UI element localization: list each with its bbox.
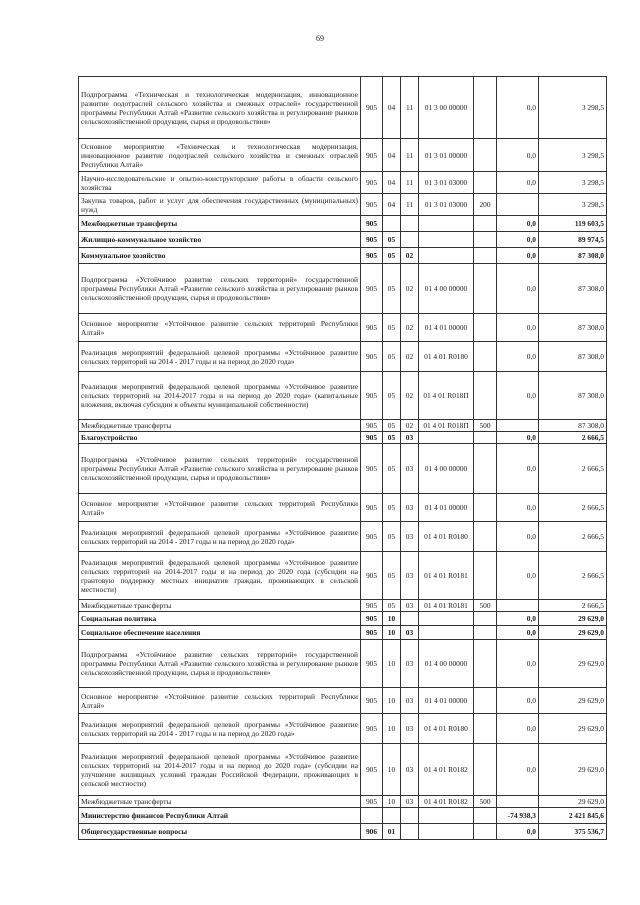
expense-type-code-cell xyxy=(474,444,497,494)
ministry-code-cell: 905 xyxy=(361,420,383,432)
expense-type-code-cell xyxy=(474,77,497,139)
subsection-code-cell xyxy=(401,808,419,824)
ministry-code-cell: 905 xyxy=(361,744,383,796)
ministry-code-cell: 905 xyxy=(361,248,383,264)
change-amount-cell xyxy=(497,194,539,216)
subsection-code-cell: 03 xyxy=(401,640,419,688)
target-article-code-cell xyxy=(419,248,474,264)
ministry-code-cell: 905 xyxy=(361,626,383,640)
expense-type-code-cell xyxy=(474,314,497,342)
change-amount-cell: 0,0 xyxy=(497,626,539,640)
subsection-code-cell: 03 xyxy=(401,626,419,640)
ministry-code-cell: 905 xyxy=(361,264,383,314)
subsection-code-cell: 02 xyxy=(401,372,419,420)
target-article-code-cell: 01 4 01 R0180 xyxy=(419,342,474,372)
change-amount-cell: 0,0 xyxy=(497,824,539,840)
subsection-code-cell: 03 xyxy=(401,522,419,552)
target-article-code-cell: 01 4 01 R018П xyxy=(419,420,474,432)
ministry-code-cell xyxy=(361,808,383,824)
table-row xyxy=(79,688,607,714)
row-name-cell: Основное мероприятие «Устойчивое развитие сельских территорий Республики Алтай» xyxy=(79,688,361,714)
row-name-cell: Благоустройство xyxy=(79,432,361,444)
target-article-code-cell: 01 4 00 00000 xyxy=(419,264,474,314)
section-code-cell: 05 xyxy=(383,372,401,420)
section-code-cell: 04 xyxy=(383,77,401,139)
section-code-cell: 10 xyxy=(383,796,401,808)
total-amount-cell: 2 666,5 xyxy=(539,494,607,522)
ministry-code-cell: 905 xyxy=(361,444,383,494)
target-article-code-cell: 01 3 01 00000 xyxy=(419,139,474,172)
section-code-cell: 05 xyxy=(383,444,401,494)
section-code-cell: 04 xyxy=(383,172,401,194)
expense-type-code-cell xyxy=(474,342,497,372)
table-row xyxy=(79,172,607,194)
ministry-code-cell: 905 xyxy=(361,522,383,552)
change-amount-cell: 0,0 xyxy=(497,744,539,796)
subsection-code-cell xyxy=(401,232,419,248)
change-amount-cell: 0,0 xyxy=(497,522,539,552)
ministry-code-cell: 905 xyxy=(361,372,383,420)
ministry-code-cell: 905 xyxy=(361,552,383,600)
table-row xyxy=(79,314,607,342)
total-amount-cell: 2 666,5 xyxy=(539,600,607,612)
total-amount-cell: 29 629,0 xyxy=(539,744,607,796)
total-amount-cell: 3 298,5 xyxy=(539,139,607,172)
section-code-cell: 10 xyxy=(383,714,401,744)
expense-type-code-cell xyxy=(474,824,497,840)
table-row xyxy=(79,796,607,808)
total-amount-cell: 3 298,5 xyxy=(539,194,607,216)
subsection-code-cell xyxy=(401,612,419,626)
row-name-cell: Министерство финансов Республики Алтай xyxy=(79,808,361,824)
target-article-code-cell: 01 4 01 00000 xyxy=(419,494,474,522)
subsection-code-cell: 03 xyxy=(401,552,419,600)
table-row xyxy=(79,808,607,824)
row-name-cell: Реализация мероприятий федеральной целевой программы «Устойчивое развитие сельских территорий на 2014-2017 годы и на период до 2020 года (субсидии на грантовую поддержку местных инициатив граждан, проживающих в сельской местности) xyxy=(79,552,361,600)
ministry-code-cell: 905 xyxy=(361,688,383,714)
total-amount-cell: 89 974,5 xyxy=(539,232,607,248)
total-amount-cell: 119 603,5 xyxy=(539,216,607,232)
page-number: 69 xyxy=(316,34,324,43)
subsection-code-cell: 03 xyxy=(401,744,419,796)
expense-type-code-cell xyxy=(474,688,497,714)
total-amount-cell: 3 298,5 xyxy=(539,77,607,139)
expense-type-code-cell xyxy=(474,216,497,232)
table-row xyxy=(79,714,607,744)
section-code-cell: 10 xyxy=(383,626,401,640)
total-amount-cell: 87 308,0 xyxy=(539,264,607,314)
total-amount-cell: 87 308,0 xyxy=(539,248,607,264)
section-code-cell xyxy=(383,808,401,824)
total-amount-cell: 29 629,0 xyxy=(539,796,607,808)
section-code-cell: 05 xyxy=(383,432,401,444)
target-article-code-cell xyxy=(419,432,474,444)
expense-type-code-cell xyxy=(474,172,497,194)
ministry-code-cell: 905 xyxy=(361,600,383,612)
ministry-code-cell: 905 xyxy=(361,314,383,342)
subsection-code-cell: 11 xyxy=(401,172,419,194)
expense-type-code-cell xyxy=(474,494,497,522)
target-article-code-cell: 01 3 01 03000 xyxy=(419,172,474,194)
row-name-cell: Основное мероприятие «Техническая и технологическая модернизация, инновационное развитие подотраслей сельского хозяйства и смежных отраслей Республики Алтай» xyxy=(79,139,361,172)
table-row xyxy=(79,420,607,432)
subsection-code-cell: 03 xyxy=(401,688,419,714)
total-amount-cell: 29 629,0 xyxy=(539,626,607,640)
table-row xyxy=(79,612,607,626)
section-code-cell: 05 xyxy=(383,600,401,612)
row-name-cell: Реализация мероприятий федеральной целевой программы «Устойчивое развитие сельских территорий на 2014 - 2017 годы и на период до 2020 года» xyxy=(79,522,361,552)
expense-type-code-cell xyxy=(474,612,497,626)
total-amount-cell: 375 536,7 xyxy=(539,824,607,840)
expense-type-code-cell xyxy=(474,248,497,264)
table-row xyxy=(79,744,607,796)
row-name-cell: Реализация мероприятий федеральной целевой программы «Устойчивое развитие сельских территорий на 2014-2017 годы и на период до 2020 года» (капитальные вложения, включая субсидии в объекты муниципальной собственности) xyxy=(79,372,361,420)
row-name-cell: Реализация мероприятий федеральной целевой программы «Устойчивое развитие сельских территорий на 2014-2017 годы и на период до 2020 года» (субсидии на улучшение жилищных условий граждан Российской Федерации, проживающих в сельской местности) xyxy=(79,744,361,796)
ministry-code-cell: 905 xyxy=(361,612,383,626)
table-body xyxy=(79,77,607,840)
total-amount-cell: 87 308,0 xyxy=(539,342,607,372)
expense-type-code-cell xyxy=(474,139,497,172)
subsection-code-cell: 11 xyxy=(401,139,419,172)
table-row xyxy=(79,552,607,600)
ministry-code-cell: 905 xyxy=(361,139,383,172)
section-code-cell: 05 xyxy=(383,552,401,600)
change-amount-cell: 0,0 xyxy=(497,432,539,444)
ministry-code-cell: 905 xyxy=(361,714,383,744)
row-name-cell: Межбюджетные трансферты xyxy=(79,600,361,612)
target-article-code-cell xyxy=(419,824,474,840)
expense-type-code-cell xyxy=(474,808,497,824)
change-amount-cell xyxy=(497,796,539,808)
ministry-code-cell: 905 xyxy=(361,342,383,372)
table-row xyxy=(79,640,607,688)
ministry-code-cell: 905 xyxy=(361,640,383,688)
row-name-cell: Реализация мероприятий федеральной целевой программы «Устойчивое развитие сельских территорий на 2014 - 2017 годы и на период до 2020 года» xyxy=(79,714,361,744)
expense-type-code-cell xyxy=(474,432,497,444)
table-row xyxy=(79,342,607,372)
table-row xyxy=(79,522,607,552)
total-amount-cell: 3 298,5 xyxy=(539,172,607,194)
table-row xyxy=(79,232,607,248)
table-row xyxy=(79,264,607,314)
change-amount-cell: -74 938,3 xyxy=(497,808,539,824)
subsection-code-cell: 03 xyxy=(401,796,419,808)
table-row xyxy=(79,194,607,216)
target-article-code-cell: 01 4 01 00000 xyxy=(419,314,474,342)
change-amount-cell xyxy=(497,600,539,612)
table-row xyxy=(79,432,607,444)
change-amount-cell: 0,0 xyxy=(497,372,539,420)
total-amount-cell: 2 666,5 xyxy=(539,444,607,494)
row-name-cell: Социальное обеспечение населения xyxy=(79,626,361,640)
subsection-code-cell: 11 xyxy=(401,194,419,216)
row-name-cell: Коммунальное хозяйство xyxy=(79,248,361,264)
table-row xyxy=(79,77,607,139)
expense-type-code-cell: 200 xyxy=(474,194,497,216)
subsection-code-cell: 02 xyxy=(401,314,419,342)
expense-type-code-cell xyxy=(474,522,497,552)
section-code-cell: 05 xyxy=(383,264,401,314)
target-article-code-cell: 01 4 01 R0181 xyxy=(419,552,474,600)
expense-type-code-cell xyxy=(474,552,497,600)
table-row xyxy=(79,600,607,612)
expense-type-code-cell: 500 xyxy=(474,600,497,612)
table-row xyxy=(79,248,607,264)
change-amount-cell: 0,0 xyxy=(497,314,539,342)
total-amount-cell: 2 666,5 xyxy=(539,552,607,600)
target-article-code-cell: 01 4 01 R0182 xyxy=(419,744,474,796)
subsection-code-cell: 02 xyxy=(401,264,419,314)
total-amount-cell: 2 666,5 xyxy=(539,432,607,444)
section-code-cell: 05 xyxy=(383,248,401,264)
change-amount-cell: 0,0 xyxy=(497,342,539,372)
change-amount-cell: 0,0 xyxy=(497,139,539,172)
change-amount-cell: 0,0 xyxy=(497,248,539,264)
target-article-code-cell: 01 4 00 00000 xyxy=(419,444,474,494)
subsection-code-cell: 02 xyxy=(401,342,419,372)
ministry-code-cell: 905 xyxy=(361,194,383,216)
target-article-code-cell: 01 4 01 R0180 xyxy=(419,522,474,552)
total-amount-cell: 87 308,0 xyxy=(539,372,607,420)
target-article-code-cell: 01 4 01 R0180 xyxy=(419,714,474,744)
total-amount-cell: 2 421 845,6 xyxy=(539,808,607,824)
target-article-code-cell: 01 4 01 R0182 xyxy=(419,796,474,808)
change-amount-cell: 0,0 xyxy=(497,232,539,248)
total-amount-cell: 87 308,0 xyxy=(539,314,607,342)
target-article-code-cell: 01 4 01 R0181 xyxy=(419,600,474,612)
table-row xyxy=(79,216,607,232)
table-row xyxy=(79,824,607,840)
row-name-cell: Подпрограмма «Устойчивое развитие сельских территорий» государственной программы Республики Алтай «Развитие сельского хозяйства и регулирование рынков сельскохозяйственной продукции, сырья и продовольствия» xyxy=(79,444,361,494)
expense-type-code-cell xyxy=(474,232,497,248)
ministry-code-cell: 906 xyxy=(361,824,383,840)
target-article-code-cell xyxy=(419,808,474,824)
row-name-cell: Основное мероприятие «Устойчивое развитие сельских территорий Республики Алтай» xyxy=(79,494,361,522)
expense-type-code-cell: 500 xyxy=(474,420,497,432)
ministry-code-cell: 905 xyxy=(361,172,383,194)
total-amount-cell: 87 308,0 xyxy=(539,420,607,432)
target-article-code-cell xyxy=(419,232,474,248)
section-code-cell: 10 xyxy=(383,744,401,796)
section-code-cell: 10 xyxy=(383,640,401,688)
subsection-code-cell: 03 xyxy=(401,600,419,612)
expense-type-code-cell xyxy=(474,640,497,688)
total-amount-cell: 29 629,0 xyxy=(539,640,607,688)
total-amount-cell: 29 629,0 xyxy=(539,612,607,626)
subsection-code-cell xyxy=(401,216,419,232)
expense-type-code-cell xyxy=(474,714,497,744)
section-code-cell: 05 xyxy=(383,494,401,522)
change-amount-cell: 0,0 xyxy=(497,640,539,688)
subsection-code-cell: 03 xyxy=(401,714,419,744)
change-amount-cell: 0,0 xyxy=(497,714,539,744)
section-code-cell: 05 xyxy=(383,522,401,552)
change-amount-cell: 0,0 xyxy=(497,612,539,626)
expense-type-code-cell xyxy=(474,626,497,640)
row-name-cell: Подпрограмма «Техническая и технологическая модернизация, инновационное развитие подотраслей сельского хозяйства и смежных отраслей» государственной программы Республики Алтай «Развитие сельского хозяйства и регулирование рынков сельскохозяйственной продукции, сырья и продовольствия» xyxy=(79,77,361,139)
expense-type-code-cell xyxy=(474,264,497,314)
change-amount-cell: 0,0 xyxy=(497,216,539,232)
expense-type-code-cell: 500 xyxy=(474,796,497,808)
table-row xyxy=(79,139,607,172)
subsection-code-cell: 02 xyxy=(401,248,419,264)
row-name-cell: Подпрограмма «Устойчивое развитие сельских территорий» государственной программы Республики Алтай «Развитие сельского хозяйства и регулирование рынков сельскохозяйственной продукции, сырья и продовольствия» xyxy=(79,640,361,688)
section-code-cell: 05 xyxy=(383,314,401,342)
ministry-code-cell: 905 xyxy=(361,494,383,522)
total-amount-cell: 29 629,0 xyxy=(539,714,607,744)
change-amount-cell: 0,0 xyxy=(497,77,539,139)
subsection-code-cell: 02 xyxy=(401,420,419,432)
total-amount-cell: 2 666,5 xyxy=(539,522,607,552)
target-article-code-cell: 01 4 01 R018П xyxy=(419,372,474,420)
row-name-cell: Научно-исследовательские и опытно-конструкторские работы в области сельского хозяйства xyxy=(79,172,361,194)
change-amount-cell: 0,0 xyxy=(497,494,539,522)
target-article-code-cell: 01 4 00 00000 xyxy=(419,640,474,688)
section-code-cell: 04 xyxy=(383,139,401,172)
row-name-cell: Основное мероприятие «Устойчивое развитие сельских территорий Республики Алтай» xyxy=(79,314,361,342)
row-name-cell: Закупка товаров, работ и услуг для обеспечения государственных (муниципальных) нужд xyxy=(79,194,361,216)
budget-table xyxy=(78,76,607,840)
row-name-cell: Подпрограмма «Устойчивое развитие сельских территорий» государственной программы Республики Алтай «Развитие сельского хозяйства и регулирование рынков сельскохозяйственной продукции, сырья и продовольствия» xyxy=(79,264,361,314)
row-name-cell: Общегосударственные вопросы xyxy=(79,824,361,840)
subsection-code-cell: 03 xyxy=(401,444,419,494)
change-amount-cell: 0,0 xyxy=(497,552,539,600)
ministry-code-cell: 905 xyxy=(361,77,383,139)
ministry-code-cell: 905 xyxy=(361,432,383,444)
target-article-code-cell: 01 3 01 03000 xyxy=(419,194,474,216)
table-row xyxy=(79,444,607,494)
section-code-cell xyxy=(383,216,401,232)
expense-type-code-cell xyxy=(474,372,497,420)
target-article-code-cell: 01 4 01 00000 xyxy=(419,688,474,714)
target-article-code-cell xyxy=(419,626,474,640)
ministry-code-cell: 905 xyxy=(361,232,383,248)
ministry-code-cell: 905 xyxy=(361,796,383,808)
change-amount-cell: 0,0 xyxy=(497,444,539,494)
row-name-cell: Реализация мероприятий федеральной целевой программы «Устойчивое развитие сельских территорий на 2014 - 2017 годы и на период до 2020 года» xyxy=(79,342,361,372)
section-code-cell: 10 xyxy=(383,612,401,626)
row-name-cell: Жилищно-коммунальное хозяйство xyxy=(79,232,361,248)
expense-type-code-cell xyxy=(474,744,497,796)
table-row xyxy=(79,626,607,640)
section-code-cell: 05 xyxy=(383,342,401,372)
row-name-cell: Межбюджетные трансферты xyxy=(79,420,361,432)
section-code-cell: 05 xyxy=(383,232,401,248)
row-name-cell: Межбюджетные трансферты xyxy=(79,216,361,232)
section-code-cell: 05 xyxy=(383,420,401,432)
ministry-code-cell: 905 xyxy=(361,216,383,232)
row-name-cell: Межбюджетные трансферты xyxy=(79,796,361,808)
change-amount-cell: 0,0 xyxy=(497,264,539,314)
target-article-code-cell xyxy=(419,612,474,626)
row-name-cell: Социальная политика xyxy=(79,612,361,626)
total-amount-cell: 29 629,0 xyxy=(539,688,607,714)
change-amount-cell: 0,0 xyxy=(497,172,539,194)
subsection-code-cell: 11 xyxy=(401,77,419,139)
subsection-code-cell xyxy=(401,824,419,840)
table-row xyxy=(79,372,607,420)
section-code-cell: 10 xyxy=(383,688,401,714)
change-amount-cell: 0,0 xyxy=(497,688,539,714)
subsection-code-cell: 03 xyxy=(401,494,419,522)
section-code-cell: 04 xyxy=(383,194,401,216)
target-article-code-cell xyxy=(419,216,474,232)
target-article-code-cell: 01 3 00 00000 xyxy=(419,77,474,139)
table-row xyxy=(79,494,607,522)
subsection-code-cell: 03 xyxy=(401,432,419,444)
change-amount-cell xyxy=(497,420,539,432)
section-code-cell: 01 xyxy=(383,824,401,840)
